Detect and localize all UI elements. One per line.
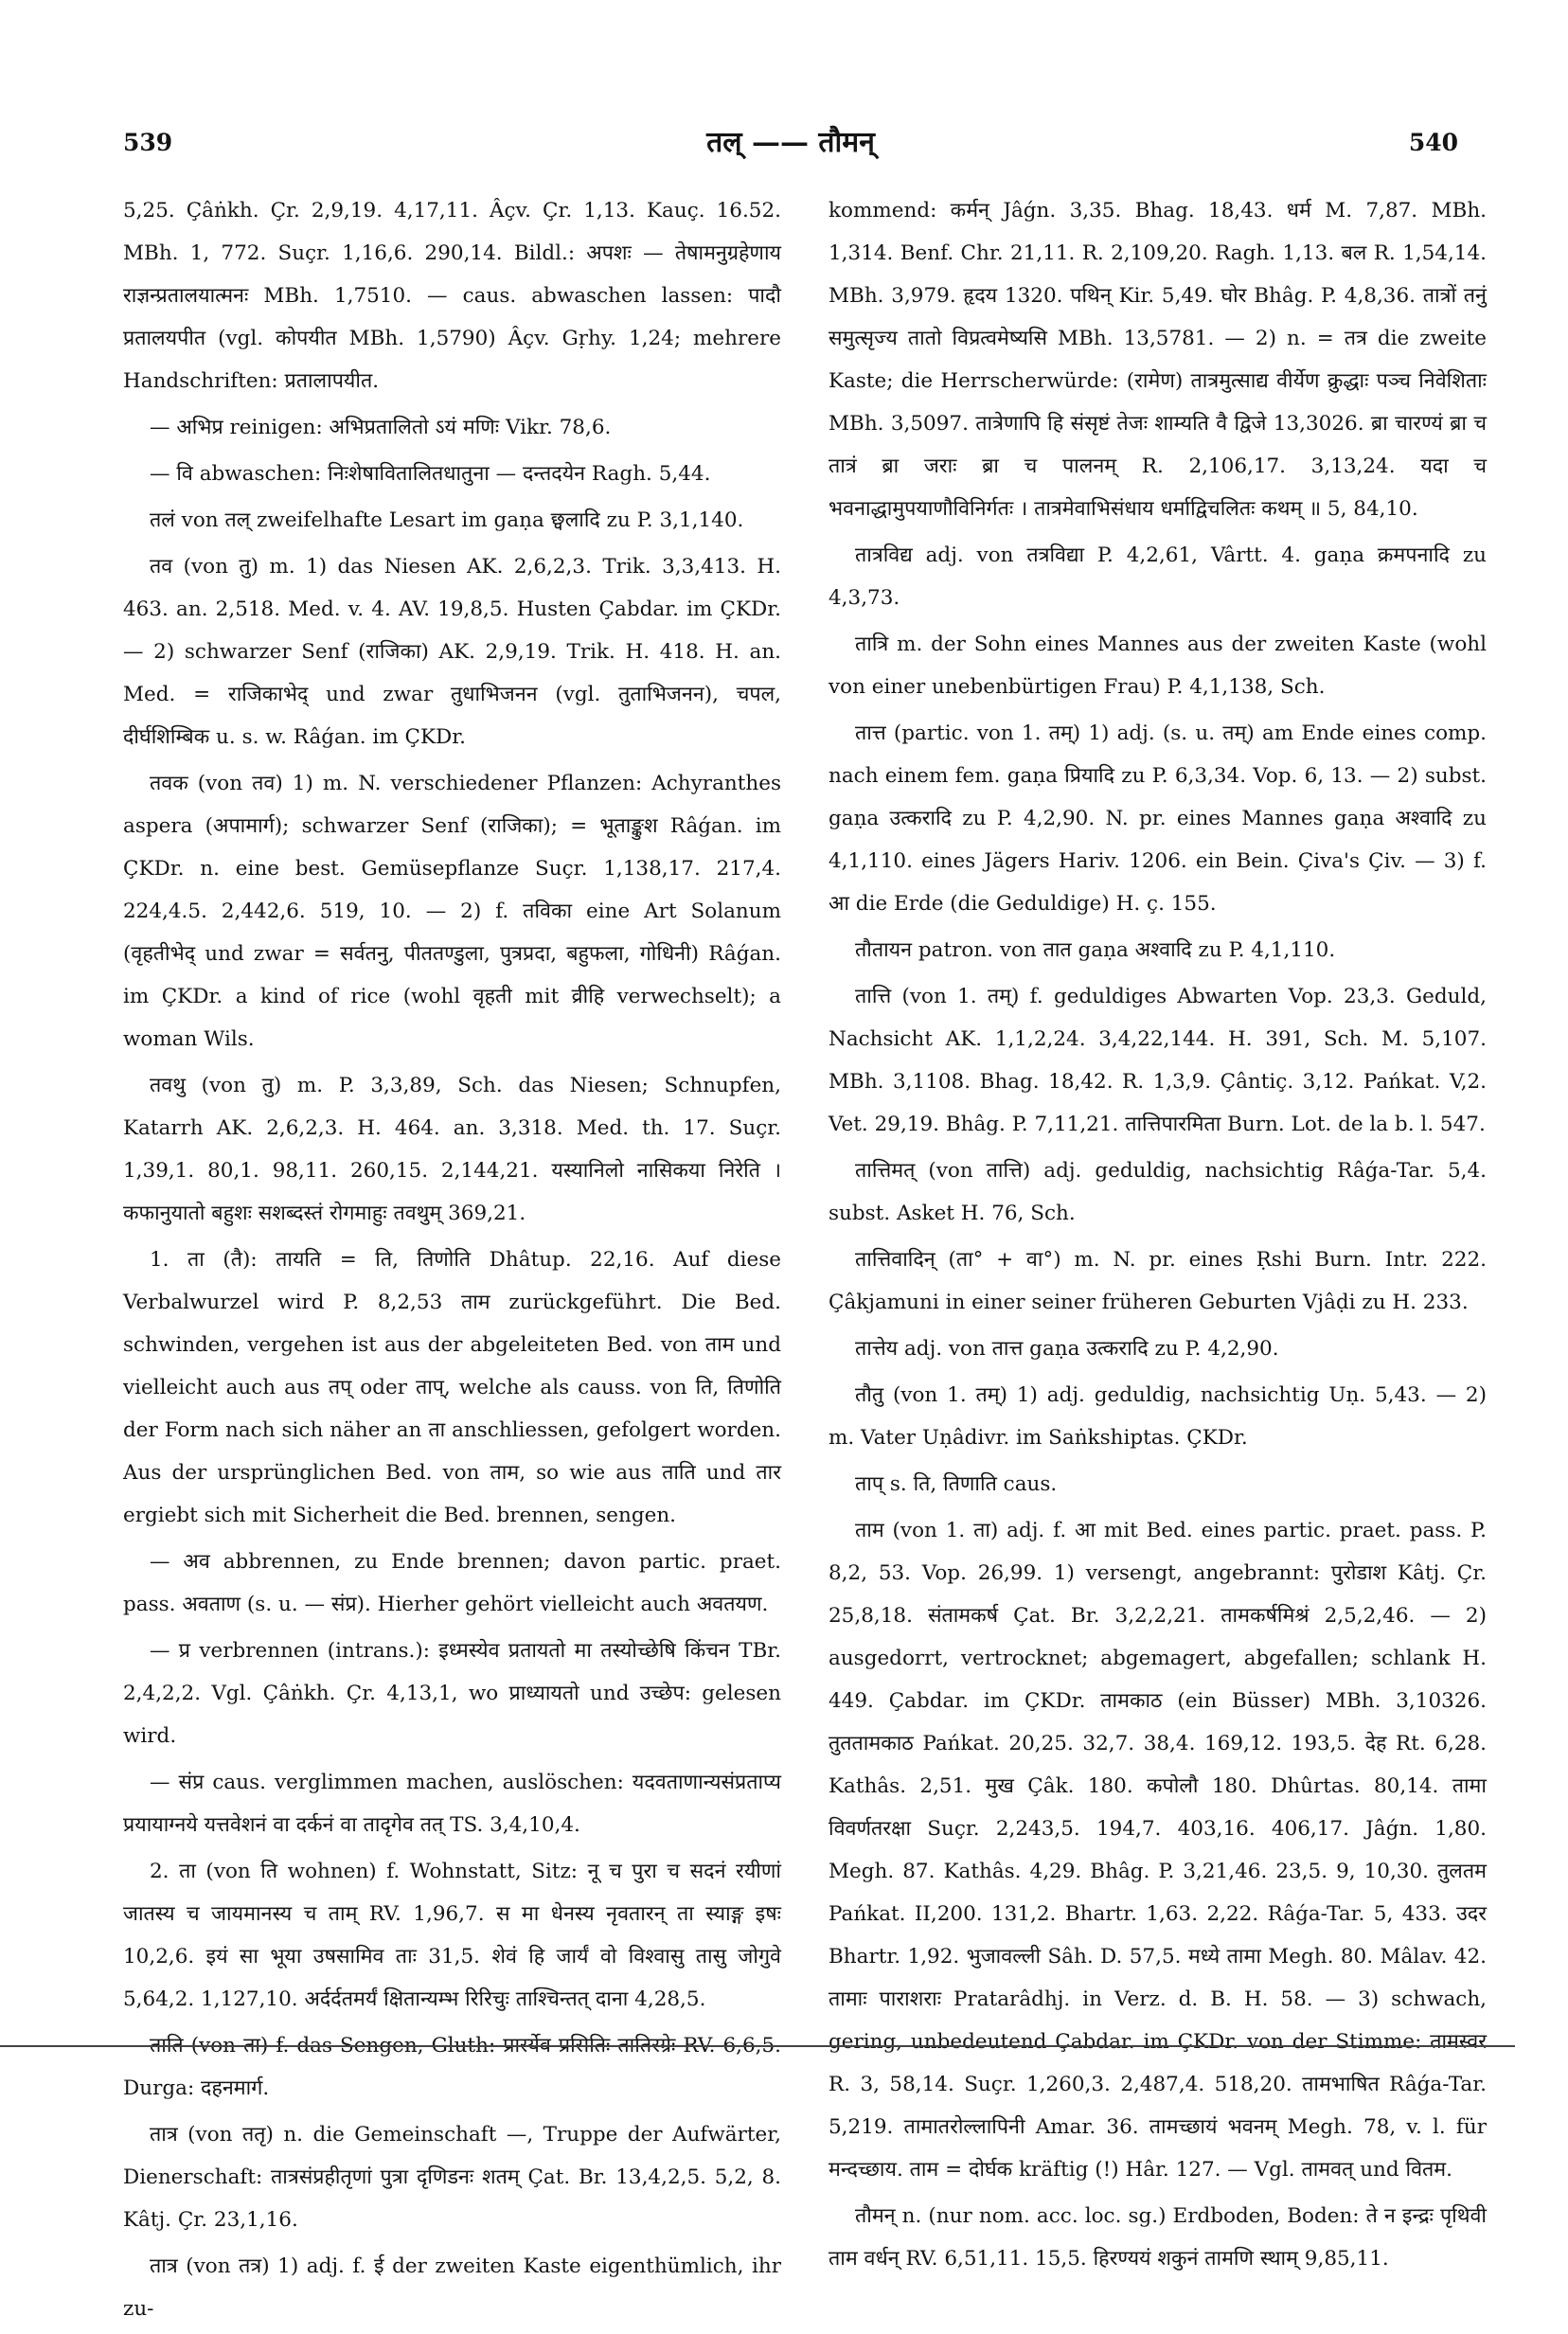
dictionary-entry: 5,25. Çâṅkh. Çr. 2,9,19. 4,17,11. Âçv. Çr. 1,13. Kauç. 16.52. MBh. 1, 772. Suçr. 1,16,6. 290,14. Bildl.: अपशः — तेषामनुग्रहेणाय राज्ञन्प्रतालयात्मनः MBh. 1,7510. — caus. abwaschen lassen: पादौ प्रतालयपीत (vgl. कोपयीत MBh. 1,5790) Âçv. Gṛhy. 1,24; mehrere Handschriften: प्रतालापयीत.: [123, 199, 781, 393]
dictionary-entry: — संप्र caus. verglimmen machen, auslöschen: यदवताणान्यसंप्रताप्य प्रयायाग्नये यत्तवेशनं वा दर्कनं वा तादृगेव तत् TS. 3,4,10,4.: [123, 1771, 781, 1837]
page-number-left: 539: [123, 129, 173, 156]
dictionary-entry: ताति (von ता) f. das Sengen, Gluth: प्रार्स्येव प्रसितिः तातिरग्रेः RV. 6,6,5. Durga: दहनमार्ग.: [123, 2034, 781, 2100]
dictionary-entry: 1. ता (तै): तायति = ति, तिणोति Dhâtup. 22,16. Auf diese Verbalwurzel wird P. 8,2,53 ताम zurückgeführt. Die Bed. schwinden, vergehen ist aus der abgeleiteten Bed. von ताम und vielleicht auch aus तप् oder ताप्, welche als causs. von ति, तिणोति der Form nach sich näher an ता anschliessen, gefolgert worden. Aus der ursprünglichen Bed. von ताम, so wie aus ताति und तार ergiebt sich mit Sicherheit die Bed. brennen, sengen.: [123, 1248, 781, 1527]
page-number-right: 540: [1408, 129, 1458, 156]
dictionary-entry: तलं von तल् zweifelhafte Lesart im gaṇa छ्वलादि zu P. 3,1,140.: [150, 508, 744, 532]
right-column: [829, 189, 1487, 2284]
dictionary-entry: तवक (von तव) 1) m. N. verschiedener Pflanzen: Achyranthes aspera (अपामार्ग); schwarzer Senf (राजिका); = भूताङ्कुश Râǵan. im ÇKDr. n. eine best. Gemüsepflanze Suçr. 1,138,17. 217,4. 224,4.5. 2,442,6. 519, 10. — 2) f. तविका eine Art Solanum (वृहतीभेद् und zwar = सर्वतनु, पीततण्डुला, पुत्रप्रदा, बहुफला, गोधिनी) Râǵan. im ÇKDr. a kind of rice (wohl वृहती mit व्रीहि verwechselt); a woman Wils.: [123, 772, 781, 1051]
dictionary-entry: तौतु (von 1. तम्) 1) adj. geduldig, nachsichtig Uṇ. 5,43. — 2) m. Vater Uṇâdivr. im Saṅkshiptas. ÇKDr.: [829, 1383, 1487, 1450]
page-header: [123, 121, 1458, 169]
dictionary-entry: तात्र (von तत्र) 1) adj. f. ई der zweiten Kaste eigenthümlich, ihr zu-: [123, 2254, 781, 2321]
dictionary-entry: तौतायन patron. von तात gaṇa अश्वादि zu P. 4,1,110.: [855, 938, 1336, 962]
dictionary-entry: ताप् s. ति, तिणाति caus.: [855, 1472, 1058, 1496]
dictionary-entry: — अभिप्र reinigen: अभिप्रतालितो ऽयं मणिः Vikr. 78,6.: [150, 416, 612, 439]
dictionary-entry: तात्रविद्य adj. von तत्रविद्या P. 4,2,61, Vârtt. 4. gaṇa क्रमपनादि zu 4,3,73.: [829, 543, 1487, 610]
dictionary-entry: तौमन् n. (nur nom. acc. loc. sg.) Erdboden, Boden: ते न इन्द्रः पृथिवी ताम वर्धन् RV. 6,51,11. 15,5. हिरण्ययं शकुनं तामणि स्थाम् 9,85,11.: [829, 2204, 1487, 2271]
dictionary-entry: तात्तिमत् (von तात्ति) adj. geduldig, nachsichtig Râǵa-Tar. 5,4. subst. Asket H. 76, Sch.: [829, 1159, 1487, 1225]
dictionary-entry: — प्र verbrennen (intrans.): इध्मस्येव प्रतायतो मा तस्योच्छेषि किंचन TBr. 2,4,2,2. Vgl. Çâṅkh. Çr. 4,13,1, wo प्राध्यायतो und उच्छेप: gelesen wird.: [123, 1639, 781, 1748]
dictionary-entry: तात्ति (von 1. तम्) f. geduldiges Abwarten Vop. 23,3. Geduld, Nachsicht AK. 1,1,2,24. 3,4,22,144. H. 391, Sch. M. 5,107. MBh. 3,1108. Bhag. 18,42. R. 1,3,9. Çântiç. 3,12. Pańkat. V,2. Vet. 29,19. Bhâg. P. 7,11,21. तात्तिपारमिता Burn. Lot. de la b. l. 547.: [829, 985, 1487, 1136]
dictionary-entry: तात्तेय adj. von तात्त gaṇa उत्करादि zu P. 4,2,90.: [855, 1337, 1279, 1361]
dictionary-entry: तवथु (von तु) m. P. 3,3,89, Sch. das Niesen; Schnupfen, Katarrh AK. 2,6,2,3. H. 464. an. 3,318. Med. th. 17. Suçr. 1,39,1. 80,1. 98,11. 260,15. 2,144,21. यस्यानिलो नासिकया निरेति । कफानुयातो बहुशः सशब्दस्तं रोगमाहुः तवथुम् 369,21.: [123, 1074, 781, 1225]
dictionary-entry: तात्र (von ततृ) n. die Gemeinschaft —, Truppe der Aufwärter, Dienerschaft: तात्रसंप्रहीतृणां पुत्रा दृणिडनः शतम् Çat. Br. 13,4,2,5. 5,2, 8. Kâtj. Çr. 23,1,16.: [123, 2123, 781, 2232]
dictionary-entry: तात्रि m. der Sohn eines Mannes aus der zweiten Kaste (wohl von einer unebenbürtigen Frau) P. 4,1,138, Sch.: [829, 632, 1487, 699]
dictionary-entry: — वि abwaschen: निःशेषावितालितधातुना — दन्तदयेन Ragh. 5,44.: [150, 462, 711, 486]
dictionary-entry: 2. ता (von ति wohnen) f. Wohnstatt, Sitz: नू च पुरा च सदनं रयीणां जातस्य च जायमानस्य च ताम् RV. 1,96,7. स मा धेनस्य नृवतारन् ता स्याङ्ग इषः 10,2,6. इयं सा भूया उषसामिव ताः 31,5. शेवं हि जार्यं वो विश्वासु तासु जोगुवे 5,64,2. 1,127,10. अर्दर्दतमर्यं क्षितान्यम्भ रिरिचुः ताश्चिन्तत् दाना 4,28,5.: [123, 1860, 781, 2011]
dictionary-entry: तव (von तु) m. 1) das Niesen AK. 2,6,2,3. Trik. 3,3,413. H. 463. an. 2,518. Med. v. 4. AV. 19,8,5. Husten Çabdar. im ÇKDr. — 2) schwarzer Senf (राजिका) AK. 2,9,19. Trik. H. 418. H. an. Med. = राजिकाभेद् und zwar तुधाभिजनन (vgl. तुताभिजनन), चपल, दीर्घशिम्बिक u. s. w. Râǵan. im ÇKDr.: [123, 555, 781, 749]
dictionary-entry: — अव abbrennen, zu Ende brennen; davon partic. praet. pass. अवताण (s. u. — संप्र). Hierher gehört vielleicht auch अवतयण.: [123, 1550, 781, 1616]
dictionary-entry: kommend: कर्मन् Jâǵn. 3,35. Bhag. 18,43. धर्म M. 7,87. MBh. 1,314. Benf. Chr. 21,11. R. 2,109,20. Ragh. 1,13. बल R. 1,54,14. MBh. 3,979. हृदय 1320. पथिन् Kir. 5,49. घोर Bhâg. P. 4,8,36. तात्रों तनुं समुत्सृज्य तातो विप्रत्वमेष्यसि MBh. 13,5781. — 2) n. = तत्र die zweite Kaste; die Herrscherwürde: (रामेण) तात्रमुत्साद्य वीर्येण क्रुद्धाः पञ्च निवेशिताः MBh. 3,5097. तात्रेणापि हि संसृष्टं तेजः शाम्यति वै द्विजे 13,3026. ब्रा चारण्यं ब्रा च तात्रं ब्रा जराः ब्रा च पालनम् R. 2,106,17. 3,13,24. यदा च भवनाद्धामुपयाणौविनिर्गतः । तात्रमेवाभिसंधाय धर्माद्विचलितः कथम् ॥ 5, 84,10.: [829, 199, 1487, 521]
left-column: [123, 189, 781, 2334]
dictionary-entry: तात्त (partic. von 1. तम्) 1) adj. (s. u. तम्) am Ende eines comp. nach einem fem. gaṇa प्रियादि zu P. 6,3,34. Vop. 6, 13. — 2) subst. gaṇa उत्करादि zu P. 4,2,90. N. pr. eines Mannes gaṇa अश्वादि zu 4,1,110. eines Jägers Hariv. 1206. ein Bein. Çiva's Çiv. — 3) f. आ die Erde (die Geduldige) H. ç. 155.: [829, 722, 1487, 916]
dictionary-entry: तात्तिवादिन् (ता° + वा°) m. N. pr. eines Ṛshi Burn. Intr. 222. Çâkjamuni in einer seiner früheren Geburten Vjâḍi zu H. 233.: [829, 1248, 1487, 1314]
footer-rule: [0, 2045, 1515, 2047]
running-title: तल् —— तौमन्: [706, 126, 875, 159]
dictionary-entry: ताम (von 1. ता) adj. f. आ mit Bed. eines partic. praet. pass. P. 8,2, 53. Vop. 26,99. 1) versengt, angebrannt: पुरोडाश Kâtj. Çr. 25,8,18. संतामकर्ष Çat. Br. 3,2,2,21. तामकर्षमिश्रं 2,5,2,46. — 2) ausgedorrt, vertrocknet; abgemagert, abgefallen; schlank H. 449. Çabdar. im ÇKDr. तामकाठ (ein Büsser) MBh. 3,10326. तुततामकाठ Pańkat. 20,25. 32,7. 38,4. 169,12. 193,5. देह Rt. 6,28. Kathâs. 2,51. मुख Çâk. 180. कपोलौ 180. Dhûrtas. 80,14. तामा विवर्णतरक्षा Suçr. 2,243,5. 194,7. 403,16. 406,17. Jâǵn. 1,80. Megh. 87. Kathâs. 4,29. Bhâg. P. 3,21,46. 23,5. 9, 10,30. तुलतम Pańkat. II,200. 131,2. Bhartr. 1,63. 2,22. Râǵa-Tar. 5, 433. उदर Bhartr. 1,92. भुजावल्ली Sâh. D. 57,5. मध्ये तामा Megh. 80. Mâlav. 42. तामाः पाराशराः Pratarâdhj. in Verz. d. B. H. 58. — 3) schwach, gering, unbedeutend Çabdar. im ÇKDr. von der Stimme: तामस्वर R. 3, 58,14. Suçr. 1,260,3. 2,487,4. 518,20. तामभाषित Râǵa-Tar. 5,219. तामातरोल्लापिनी Amar. 36. तामच्छायं भवनम् Megh. 78, v. l. für मन्दच्छाय. ताम = दोर्घक kräftig (!) Hâr. 127. — Vgl. तामवत् und वितम.: [829, 1519, 1487, 2182]
